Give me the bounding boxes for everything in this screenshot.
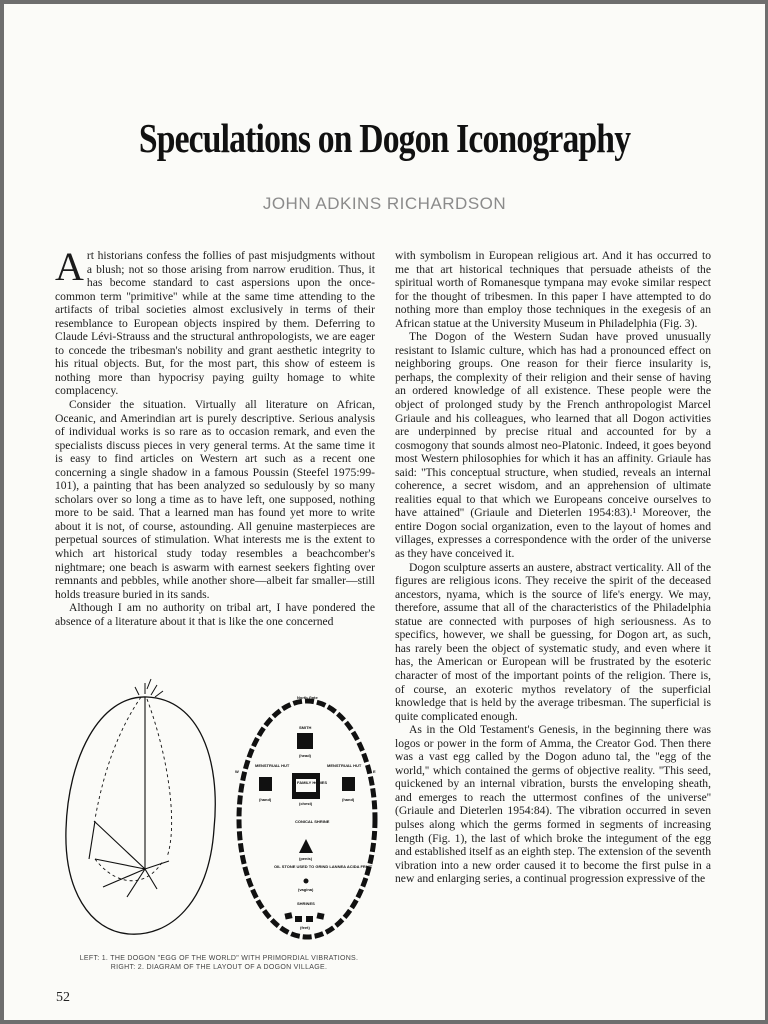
village-label: OIL STONE USED TO GRIND LANNEA ACIDA FRUIT	[274, 864, 373, 869]
oil-stone	[304, 879, 309, 884]
caption-line: RIGHT: 2. DIAGRAM OF THE LAYOUT OF A DOGON VILLAGE.	[110, 964, 328, 971]
village-label: SMITH	[299, 725, 312, 730]
egg-of-the-world-figure	[66, 679, 215, 934]
village-label: SHRINES	[297, 901, 315, 906]
article-author: JOHN ADKINS RICHARDSON	[262, 194, 507, 213]
village-label: (feet)	[300, 925, 310, 930]
village-label: (hand)	[259, 797, 272, 802]
menstrual-hut-left	[259, 777, 272, 791]
figure-diagrams	[59, 669, 379, 954]
paragraph: Although I am no authority on tribal art, I have pondered the absence of a literature about it that is like the one concerned	[55, 601, 375, 628]
village-label: FAMILY HOMES	[297, 780, 328, 785]
column-right	[395, 249, 711, 886]
village-label: (hand)	[342, 797, 355, 802]
article-title: Speculations on Dogon Iconography	[138, 115, 631, 161]
drop-cap: A	[55, 244, 84, 289]
village-label: (vagina)	[298, 887, 314, 892]
village-label: (chest)	[299, 801, 313, 806]
figure-caption	[59, 954, 379, 972]
village-label: MENSTRUAL HUT	[327, 763, 362, 768]
column-left	[55, 244, 375, 628]
menstrual-hut-right	[342, 777, 355, 791]
conical-shrine	[299, 839, 313, 853]
village-label: (head)	[299, 753, 311, 758]
village-label: (penis)	[299, 856, 313, 861]
paragraph: with symbolism in European religious art. And it has occurred to me that art historical techniques that persuade atheists of the spiritual worth of Romanesque tympana may evoke similar respect for the thought of tribesmen. In this paper I have attempted to do nothing more than employ those techniques in the exegesis of an African statue at the University Museum in Philadelphia (Fig. 3).	[395, 249, 711, 330]
village-label: North Gate	[297, 695, 318, 700]
paragraph: Dogon sculpture asserts an austere, abstract verticality. All of the figures are religious icons. They receive the spirit of the deceased ancestors, nyama, which is the source of life's energy. We may, therefore, assume that all of the characteristics of the Philadelphia statue are connected with purposes of high seriousness. As to specifics, however, we shall be guessing, for Dogon art, as such, has rarely been the object of systematic study, and even where it has, the American or European will be frustrated by the esoteric character of most of the important points of the religion. There is, of course, an exoteric mythos revelatory of the superficial knowledge that is held by the average tribesman. The superficial is quite complicated enough.	[395, 560, 711, 723]
page-number: 52	[56, 990, 70, 1005]
village-label: E	[373, 769, 376, 774]
paragraph: The Dogon of the Western Sudan have proved unusually resistant to Islamic culture, which has had a pronounced effect on neighboring groups. One reason for their fierce insularity is, perhaps, the complexity of their religion and their sense of having an ordered knowledge of all existence. These people were the object of prolonged study by the French anthropologist Marcel Griaule and his colleagues, who learned that all Dogon activities are underpinned by precise ritual and accounted for by a cosmogony that sounds almost neo-Platonic. Indeed, it goes beyond most Western philosophies for which it has an affinity. Griaule has said: ''This conceptual structure, when studied, reveals an internal coherence, a secret wisdom, and an apprehension of ultimate realities equal to that which we Europeans conceive ourselves to have attained'' (Griaule and Dieterlen 1954:83).¹ Moreover, the entire Dogon social organization, even to the layout of homes and villages, expresses a correspondence with the order of the universe as they have conceived it.	[395, 330, 711, 561]
paragraph: Consider the situation. Virtually all literature on African, Oceanic, and Amerindian art is purely descriptive. Serious analysis of individual works is so rare as to occasion remark, and even the specialists discuss pieces in very general terms. At the same time it is easy to find articles on Western art such as a recent one concerning a single shadow in a famous Poussin (Steefel 1975:99-101), a painting that has been analyzed so sedulously by so many scholars over so long a time as to have left, one supposed, nothing more to be said. That a learned man has found yet more to write about it is not, of course, astounding. All genuine masterpieces are perpetual sources of stimulation. What interests me is the extent to which art historical study today resembles a beachcomber's nightmare; one beach is aswarm with earnest seekers fighting over remnants and pebbles, while another shore—albeit far smaller—still holds treasure buried in its sands.	[55, 398, 375, 601]
village-layout-figure	[235, 695, 376, 937]
paragraph: As in the Old Testament's Genesis, in the beginning there was logos or power in the form of Amma, the Creator God. Then there was a vast egg called by the Dogon aduno tal, the ''egg of the world,'' which contained the germs of objective reality. ''This seed, quickened by an internal vibration, bursts the enveloping sheath, and emerges to reach the uttermost confines of the universe'' (Griaule and Dieterlen 1954:84). The vibration occurred in seven pulses along which the germs formed in segments of increasing length (Fig. 1), the last of which broke the integument of the egg and established itself as an eighth step. The extension of the seventh vibration into a new order caused it to become the first pulse in a new and enlarging series, a continual progression expressive of the	[395, 723, 711, 886]
smith-hut	[297, 733, 313, 749]
page	[4, 4, 765, 1020]
village-label: CONICAL SHRINE	[295, 819, 330, 824]
paragraph-text: rt historians confess the follies of past misjudgments without a blush; not so those arising from narrow erudition. Thus, it has become standard to cast aspersions upon the once-common term ''primitive'' while at the same time attending to the artifacts of tribal societies almost exclusively in terms of their resemblance to European objects inspired by them. Deferring to Claude Lévi-Strauss and the structural anthropologists, we are eager to concede the tribesman's nobility and grant aesthetic integrity to his ritual objects. But, for the most part, this show of esteem is nothing more than hypocrisy paying guilty homage to white complacency.	[55, 249, 375, 398]
shrines-row	[284, 912, 324, 922]
figures	[59, 669, 379, 954]
village-label: MENSTRUAL HUT	[255, 763, 290, 768]
paragraph	[55, 244, 375, 398]
village-label: W	[235, 769, 239, 774]
caption-line: LEFT: 1. THE DOGON "EGG OF THE WORLD" WITH PRIMORDIAL VIBRATIONS.	[79, 955, 359, 962]
